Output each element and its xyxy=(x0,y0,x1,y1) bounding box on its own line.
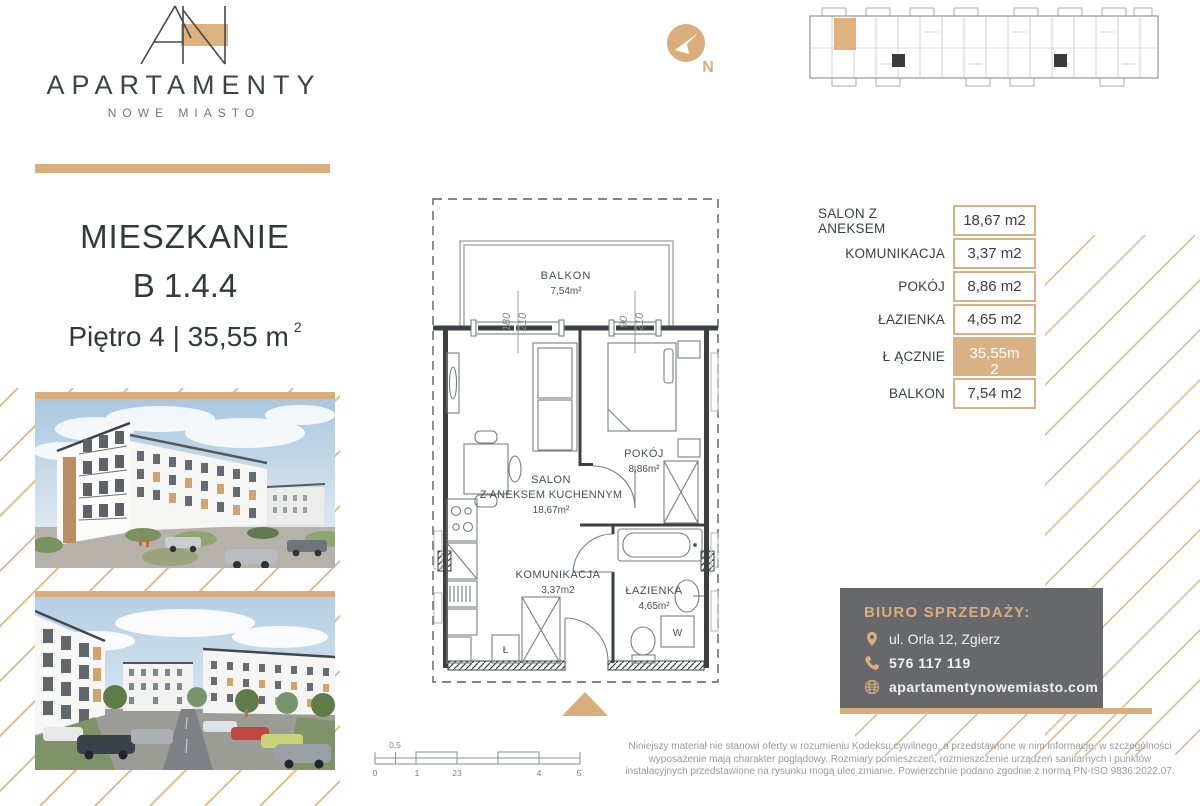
table-row xyxy=(818,271,1036,302)
dim-180: 180 xyxy=(501,312,513,332)
window-dimensions xyxy=(501,291,646,353)
gold-divider xyxy=(35,164,330,173)
label-closet: Ł xyxy=(502,645,509,656)
dim-210a: 210 xyxy=(517,312,529,332)
row-label: BALKON xyxy=(889,386,945,401)
room-area-lazienka: 4,65m² xyxy=(638,601,670,612)
listing-header xyxy=(10,218,360,353)
contact-phone-row xyxy=(864,655,1103,671)
furniture xyxy=(434,341,718,663)
room-area-pokoj: 8,86m² xyxy=(628,464,660,475)
room-label-komunikacja: KOMUNIKACJA xyxy=(515,569,601,581)
room-label-salon-2: Z ANEKSEM KUCHENNYM xyxy=(479,489,623,501)
location-pin-icon xyxy=(864,631,880,647)
row-value: 7,54 m2 xyxy=(953,378,1036,409)
highlighted-unit xyxy=(834,18,856,50)
row-label: SALON Z ANEKSEM xyxy=(818,205,886,236)
room-area-balkon: 7,54m² xyxy=(550,286,582,297)
table-row-total xyxy=(818,337,1036,376)
contact-address: ul. Orla 12, Zgierz xyxy=(889,631,1001,647)
monogram-gold-band xyxy=(181,24,228,46)
contact-website: apartamentynowemiasto.com xyxy=(889,679,1099,695)
row-value-total: 35,55m 2 xyxy=(953,337,1036,376)
table-row xyxy=(818,205,1036,236)
globe-icon xyxy=(864,679,880,695)
listing-floor-area: Piętro 4 | 35,55 m $^2$ xyxy=(68,319,302,352)
disclaimer xyxy=(618,741,1182,779)
photo-building-exterior xyxy=(35,399,335,568)
row-label: Ł ĄCZNIE xyxy=(882,349,945,364)
compass-icon xyxy=(662,18,722,78)
row-label: ŁAZIENKA xyxy=(878,312,945,327)
listing-title: MIESZKANIE xyxy=(80,218,290,255)
brand-monogram xyxy=(133,4,233,66)
photo-courtyard xyxy=(35,597,335,770)
table-row xyxy=(818,378,1036,409)
brand-tagline: NOWE MIASTO xyxy=(107,106,261,120)
phone-icon xyxy=(864,655,880,671)
scale-tick-label: 0 xyxy=(372,768,378,778)
scale-bar xyxy=(370,738,585,783)
brand-name: APARTAMENTY xyxy=(46,70,322,100)
row-label: KOMUNIKACJA xyxy=(845,246,945,261)
room-label-lazienka: ŁAZIENKA xyxy=(625,585,683,597)
scale-tick-label: 4 xyxy=(536,768,542,778)
label-washer: W xyxy=(672,628,683,639)
photo-topbar-1 xyxy=(35,392,335,399)
room-label-pokoj: POKÓJ xyxy=(624,448,664,460)
contact-card xyxy=(840,588,1103,708)
table-row xyxy=(818,238,1036,269)
row-value: 8,86 m2 xyxy=(953,271,1036,302)
contact-gold-bar xyxy=(840,708,1152,714)
room-area-komunikacja: 3,37m2 xyxy=(541,585,575,596)
scale-tick-label: 23 xyxy=(452,768,462,778)
door-entrance xyxy=(565,618,608,661)
disclaimer-line: wyposażenie mają charakter poglądowy. Rozmiary pomieszczeń, rozmieszczenie urządzeń sanitarnych i punktów xyxy=(648,753,1152,765)
contact-heading: BIURO SPRZEDAŻY: xyxy=(864,604,1031,621)
dim-90: 90 xyxy=(618,315,630,329)
entrance-wall-hatch-left xyxy=(448,661,565,670)
room-area-salon: 18,67m² xyxy=(532,505,570,516)
building-overview-plan xyxy=(808,4,1160,90)
contact-phone: 576 117 119 xyxy=(889,655,971,671)
scale-tick-label: 5 xyxy=(576,768,582,778)
areas-table xyxy=(818,205,1036,411)
row-value: 4,65 m2 xyxy=(953,304,1036,335)
contact-website-row xyxy=(864,679,1103,695)
dim-210b: 210 xyxy=(634,312,646,332)
compass-n-label: N xyxy=(702,59,714,76)
scale-half-label: 0,5 xyxy=(389,740,401,750)
table-row xyxy=(818,304,1036,335)
row-value: 18,67 m2 xyxy=(953,205,1036,236)
floor-plan xyxy=(430,195,722,695)
wall-hatch-left xyxy=(438,551,451,571)
room-label-balkon: BALKON xyxy=(540,270,592,282)
listing-unit: B 1.4.4 xyxy=(132,267,238,304)
entrance-wall-hatch-right xyxy=(608,661,704,670)
disclaimer-line: Niniejszy materiał nie stanowi oferty w rozumieniu Kodeksu cywilnego, a przedstawione w nim informacje, w szczególności xyxy=(628,741,1172,752)
room-label-salon: SALON xyxy=(531,474,571,486)
disclaimer-line: instalacyjnych przedstawione na rysunku mogą ulec zmianie. Powierzchnie podano zgodnie z normą PN-ISO 9836:2022.07. xyxy=(625,766,1175,777)
row-value: 3,37 m2 xyxy=(953,238,1036,269)
door-lazienka xyxy=(573,534,613,572)
entrance-marker-triangle xyxy=(562,692,608,716)
row-label: POKÓJ xyxy=(898,279,945,294)
wall-hatch-right xyxy=(701,551,714,571)
scale-tick-label: 1 xyxy=(414,768,420,778)
contact-address-row xyxy=(864,631,1103,647)
